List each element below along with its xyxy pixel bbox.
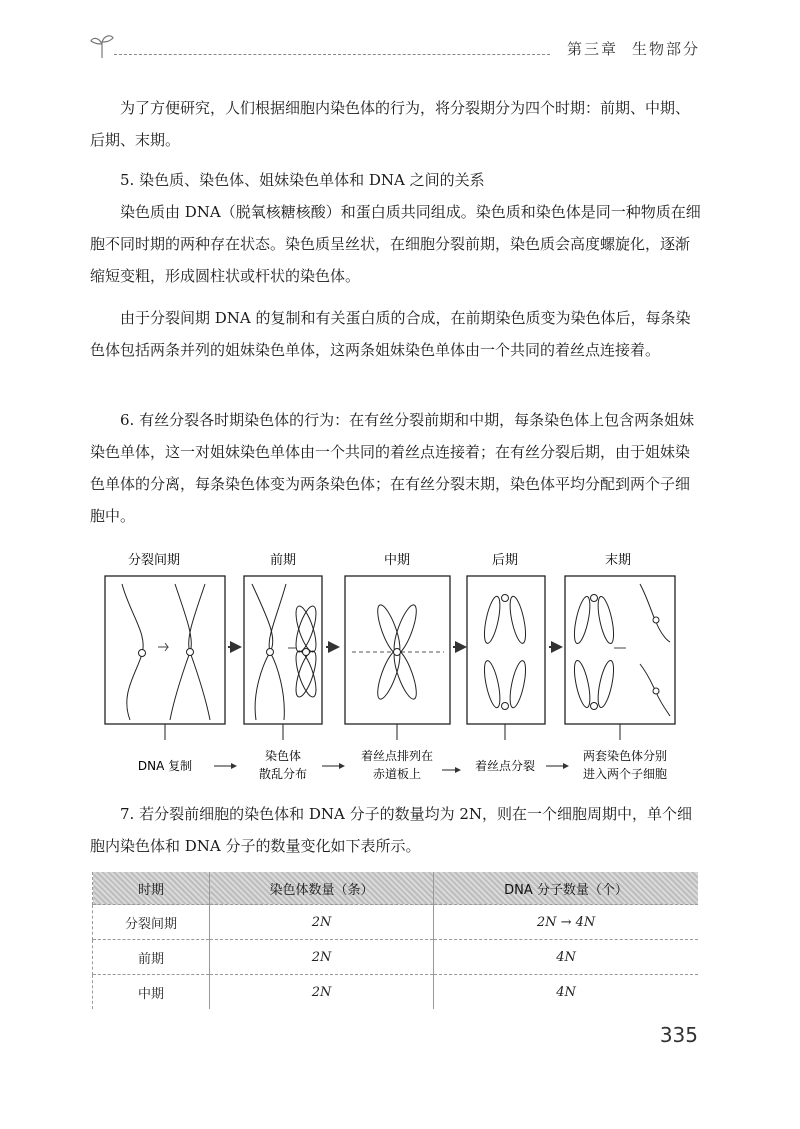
table-header: 时期 xyxy=(93,872,210,905)
phase-title: 末期 xyxy=(604,553,632,568)
mitosis-figure xyxy=(100,544,700,794)
phase-title: 前期 xyxy=(269,553,297,568)
table-cell: 2N xyxy=(210,940,434,975)
table-cell: 前期 xyxy=(93,940,210,975)
table-cell: 分裂间期 xyxy=(93,905,210,940)
chromosome-count-table xyxy=(92,872,698,1009)
table-cell: 中期 xyxy=(93,975,210,1010)
table-header-row xyxy=(93,872,699,905)
paragraph-chromatin: 染色质由 DNA（脱氧核糖核酸）和蛋白质共同组成。染色质和染色体是同一种物质在细胞不同时期的两种存在状态。染色质呈丝状，在细胞分裂前期，染色质会高度螺旋化，逐渐缩短变粗，形成圆柱状或杆状的染色体。 xyxy=(90,203,701,285)
phase-caption: DNA 复制 xyxy=(137,759,193,773)
table-row xyxy=(93,975,699,1010)
paragraph-mitosis: 6. 有丝分裂各时期染色体的行为：在有丝分裂前期和中期，每条染色体上包含两条姐妹染色单体，这一对姐妹染色单体由一个共同的着丝点连接着；在有丝分裂后期，由于姐妹染色单体的分离，每条染色体变为两条染色体；在有丝分裂末期，染色体平均分配到两个子细胞中。 xyxy=(90,411,695,525)
table-cell: 4N xyxy=(434,940,698,975)
phase-title: 后期 xyxy=(491,553,519,568)
table-header: DNA 分子数量（个） xyxy=(434,872,698,905)
chapter-label xyxy=(553,38,700,59)
mitosis-diagram xyxy=(100,544,700,794)
phase-caption: 赤道板上 xyxy=(372,767,422,781)
chapter-section: 生物部分 xyxy=(631,40,700,58)
phase-title: 分裂间期 xyxy=(127,553,181,568)
phase-caption: 着丝点分裂 xyxy=(474,759,536,773)
page-header xyxy=(88,30,700,64)
panel-anaphase xyxy=(467,576,545,724)
table-cell: 2N xyxy=(210,905,434,940)
panel-interphase xyxy=(105,576,225,724)
table-row xyxy=(93,905,699,940)
section-heading-5: 5. 染色质、染色体、姐妹染色单体和 DNA 之间的关系 xyxy=(120,171,485,189)
phase-caption: 散乱分布 xyxy=(258,767,308,781)
paragraph-table-intro: 7. 若分裂前细胞的染色体和 DNA 分子的数量均为 2N，则在一个细胞周期中，单个细胞内染色体和 DNA 分子的数量变化如下表所示。 xyxy=(90,805,693,855)
table-cell: 4N xyxy=(434,975,698,1010)
header-rule xyxy=(114,54,550,55)
table-cell: 2N → 4N xyxy=(434,905,698,940)
phase-caption: 染色体 xyxy=(264,749,302,763)
table-header: 染色体数量（条） xyxy=(210,872,434,905)
panel-telophase xyxy=(565,576,675,724)
paragraph-replication: 由于分裂间期 DNA 的复制和有关蛋白质的合成，在前期染色质变为染色体后，每条染色体包括两条并列的姐妹染色单体，这两条姐妹染色单体由一个共同的着丝点连接着。 xyxy=(90,309,691,359)
phase-caption: 着丝点排列在 xyxy=(360,749,434,763)
phase-caption: 进入两个子细胞 xyxy=(582,767,668,781)
chapter-number: 第三章 xyxy=(566,40,618,58)
paragraph-phases: 为了方便研究，人们根据细胞内染色体的行为，将分裂期分为四个时期：前期、中期、后期、末期。 xyxy=(90,99,691,149)
phase-title: 中期 xyxy=(383,553,411,568)
sprout-icon xyxy=(88,32,116,60)
table-cell: 2N xyxy=(210,975,434,1010)
page-number: 335 xyxy=(659,1023,698,1047)
panel-prophase xyxy=(244,576,322,724)
table-row xyxy=(93,940,699,975)
phase-caption: 两套染色体分别 xyxy=(582,749,668,763)
panel-metaphase xyxy=(345,576,450,724)
